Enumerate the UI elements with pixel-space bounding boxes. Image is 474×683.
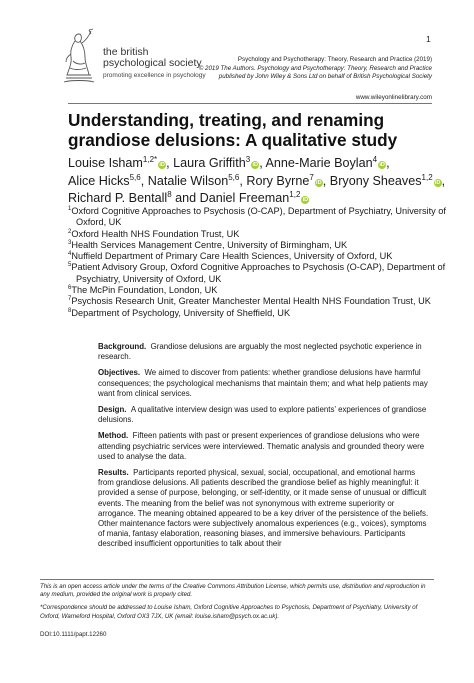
author-name-text: Alice Hicks	[68, 173, 130, 188]
header-divider	[68, 103, 432, 104]
affiliation-number: 3	[68, 239, 72, 246]
author-affiliation-marker: 5,6	[228, 172, 240, 182]
author-name-text: Louise Isham	[68, 156, 143, 170]
affiliation-item	[68, 296, 448, 307]
affiliation-item	[68, 285, 448, 296]
affiliation-item	[68, 206, 448, 229]
author-separator: ,	[386, 156, 390, 170]
abstract-section	[98, 342, 432, 362]
society-name-line2: psychological society	[103, 57, 202, 69]
publisher-website-link[interactable]: www.wileyonlinelibrary.com	[355, 94, 432, 101]
abstract-section-label: Background.	[98, 342, 147, 351]
affiliation-number: 8	[68, 307, 72, 314]
author-name-text: Rory Byrne	[246, 173, 310, 188]
author-separator: ,	[322, 173, 327, 188]
author-separator: ,	[441, 173, 446, 188]
affiliation-number: 1	[68, 206, 72, 212]
abstract-section-text: Grandiose delusions are arguably the most neglected psychotic experience in research.	[98, 342, 422, 362]
affiliation-list	[68, 206, 448, 319]
author-name-text: Laura Griffith	[173, 156, 246, 170]
orcid-icon[interactable]: iD	[252, 162, 258, 168]
journal-info	[192, 56, 432, 82]
author-separator: and	[175, 191, 197, 206]
affiliation-text: Health Services Management Centre, University of Birmingham, UK	[71, 239, 348, 250]
license-note: This is an open access article under the terms of the Creative Commons Attribution License, which permits use, distribution and reproduction in any medium, provided the original work is properly cited.	[40, 583, 426, 599]
author-name	[173, 156, 263, 170]
orcid-icon[interactable]: iD	[379, 162, 385, 168]
orcid-icon[interactable]: iD	[434, 179, 441, 186]
society-tagline: promoting excellence in psychology	[103, 72, 206, 79]
journal-copyright: © 2019 The Authors. Psychology and Psychotherapy: Theory, Research and Practice	[198, 64, 432, 72]
author-name-text: Bryony Sheaves	[329, 173, 422, 188]
article-title: Understanding, treating, and renaming grandiose delusions: A qualitative study	[68, 110, 398, 150]
journal-citation: Psychology and Psychotherapy: Theory, Research and Practice (2019)	[237, 56, 432, 63]
affiliation-number: 4	[68, 251, 72, 258]
author-affiliation-marker: 1,2	[142, 155, 155, 164]
author-list	[68, 155, 458, 208]
affiliation-text: Department of Psychology, University of Sheffield, UK	[71, 307, 291, 318]
abstract	[98, 342, 432, 556]
orcid-icon[interactable]: iD	[159, 162, 165, 168]
author-name	[68, 191, 172, 205]
abstract-section-label: Method.	[98, 431, 129, 441]
author-affiliation-marker: 7	[309, 172, 314, 182]
society-name-line1: the british	[103, 46, 149, 58]
affiliation-text: Psychosis Research Unit, Greater Manchester Mental Health NHS Foundation Trust, UK	[71, 296, 431, 307]
author-separator: ,	[259, 156, 263, 170]
author-name	[246, 174, 326, 188]
affiliation-number: 7	[68, 296, 72, 303]
affiliation-text: The McPin Foundation, London, UK	[71, 285, 218, 296]
society-logo-text	[103, 47, 206, 81]
author-name	[330, 174, 445, 188]
author-name-text: Natalie Wilson	[147, 173, 229, 188]
author-separator: ,	[166, 156, 170, 170]
author-name-text: Richard P. Bentall	[68, 191, 168, 206]
author-affiliation-marker: 1,2	[289, 190, 301, 200]
affiliation-number: 2	[68, 228, 72, 235]
affiliation-text: Patient Advisory Group, Oxford Cognitive Approaches to Psychosis (O-CAP), Department of Psychiatry, University of Oxford, UK	[71, 262, 446, 284]
society-logo-figure-icon	[62, 28, 96, 84]
author-affiliation-marker: 4	[372, 155, 378, 164]
affiliation-number: 5	[68, 262, 72, 269]
author-affiliation-marker: 5,6	[129, 172, 141, 182]
author-separator: ,	[239, 173, 243, 188]
author-name	[200, 191, 310, 205]
affiliation-item	[68, 251, 448, 262]
abstract-section-text: A qualitative interview design was used to explore patients’ experiences of grandiose delusions.	[98, 405, 427, 425]
author-name-text: Daniel Freeman	[199, 191, 290, 206]
author-separator: ,	[140, 173, 145, 188]
abstract-section-label: Design.	[98, 405, 127, 415]
orcid-icon[interactable]: iD	[316, 179, 322, 186]
affiliation-item	[68, 229, 448, 240]
author-affiliation-marker: 1,2	[421, 172, 433, 182]
author-name	[266, 156, 390, 170]
author-name	[68, 174, 144, 188]
corresponding-author-marker: *	[154, 155, 158, 164]
abstract-section-text: We aimed to discover from patients: whether grandiose delusions have harmful consequences; the psychological mechanisms that maintain them; and what help patients may want from clinical services.	[98, 368, 428, 398]
affiliation-text: Oxford Cognitive Approaches to Psychosis (O-CAP), Department of Psychiatry, University of Oxford, UK	[71, 206, 446, 228]
author-name	[148, 174, 243, 188]
abstract-section-text: Participants reported physical, sexual, social, occupational, and emotional harms from grandiose delusions. All patients described the grandiose belief as highly meaningful: it provided a sense of purpose, belonging, or self-identity, or it made sense of unusual or difficult events. The meaning from the belief was not synonymous with extreme superiority or arrogance. The meaning obtained appeared to be a key driver of the persistence of the beliefs. Other maintenance factors were subjectively anomalous experiences (e.g., voices), symptoms of mania, fantasy elaboration, reasoning biases, and immersive behaviours. Participants described insufficient opportunities to talk about their	[98, 468, 429, 549]
abstract-section-label: Objectives.	[98, 368, 141, 378]
author-affiliation-marker: 8	[167, 190, 172, 200]
affiliation-text: Nuffield Department of Primary Care Health Sciences, University of Oxford, UK	[71, 251, 393, 262]
abstract-section	[98, 468, 432, 550]
abstract-section	[98, 405, 432, 425]
affiliation-item	[68, 240, 448, 251]
affiliation-item	[68, 262, 448, 285]
abstract-section-text: Fifteen patients with past or present experiences of grandiose delusions who were attending psychiatric services were interviewed. Thematic analysis and grounded theory were used to analyse the data.	[98, 431, 425, 461]
affiliation-number: 6	[68, 285, 72, 292]
abstract-section	[98, 368, 432, 399]
author-name-text: Anne-Marie Boylan	[265, 156, 373, 170]
affiliation-item	[68, 308, 448, 319]
abstract-section	[98, 431, 432, 462]
author-name	[68, 156, 170, 170]
journal-publisher: published by John Wiley & Sons Ltd on behalf of British Psychological Society	[218, 73, 432, 81]
footnotes	[40, 583, 436, 626]
affiliation-text: Oxford Health NHS Foundation Trust, UK	[71, 228, 240, 239]
abstract-section-label: Results.	[98, 468, 129, 478]
correspondence-note: *Correspondence should be addressed to Louise Isham, Oxford Cognitive Approaches to Psychosis, Department of Psychiatry, University of Oxford, Warneford Hospital, Oxford OX3 7JX, UK (email: louise.isham@psych.ox.ac.uk).	[40, 604, 418, 620]
doi-link[interactable]: DOI:10.1111/papt.12260	[40, 631, 107, 638]
author-affiliation-marker: 3	[245, 155, 251, 164]
orcid-icon[interactable]: iD	[302, 197, 309, 204]
footer-divider	[40, 579, 434, 580]
page-number: 1	[426, 34, 431, 44]
